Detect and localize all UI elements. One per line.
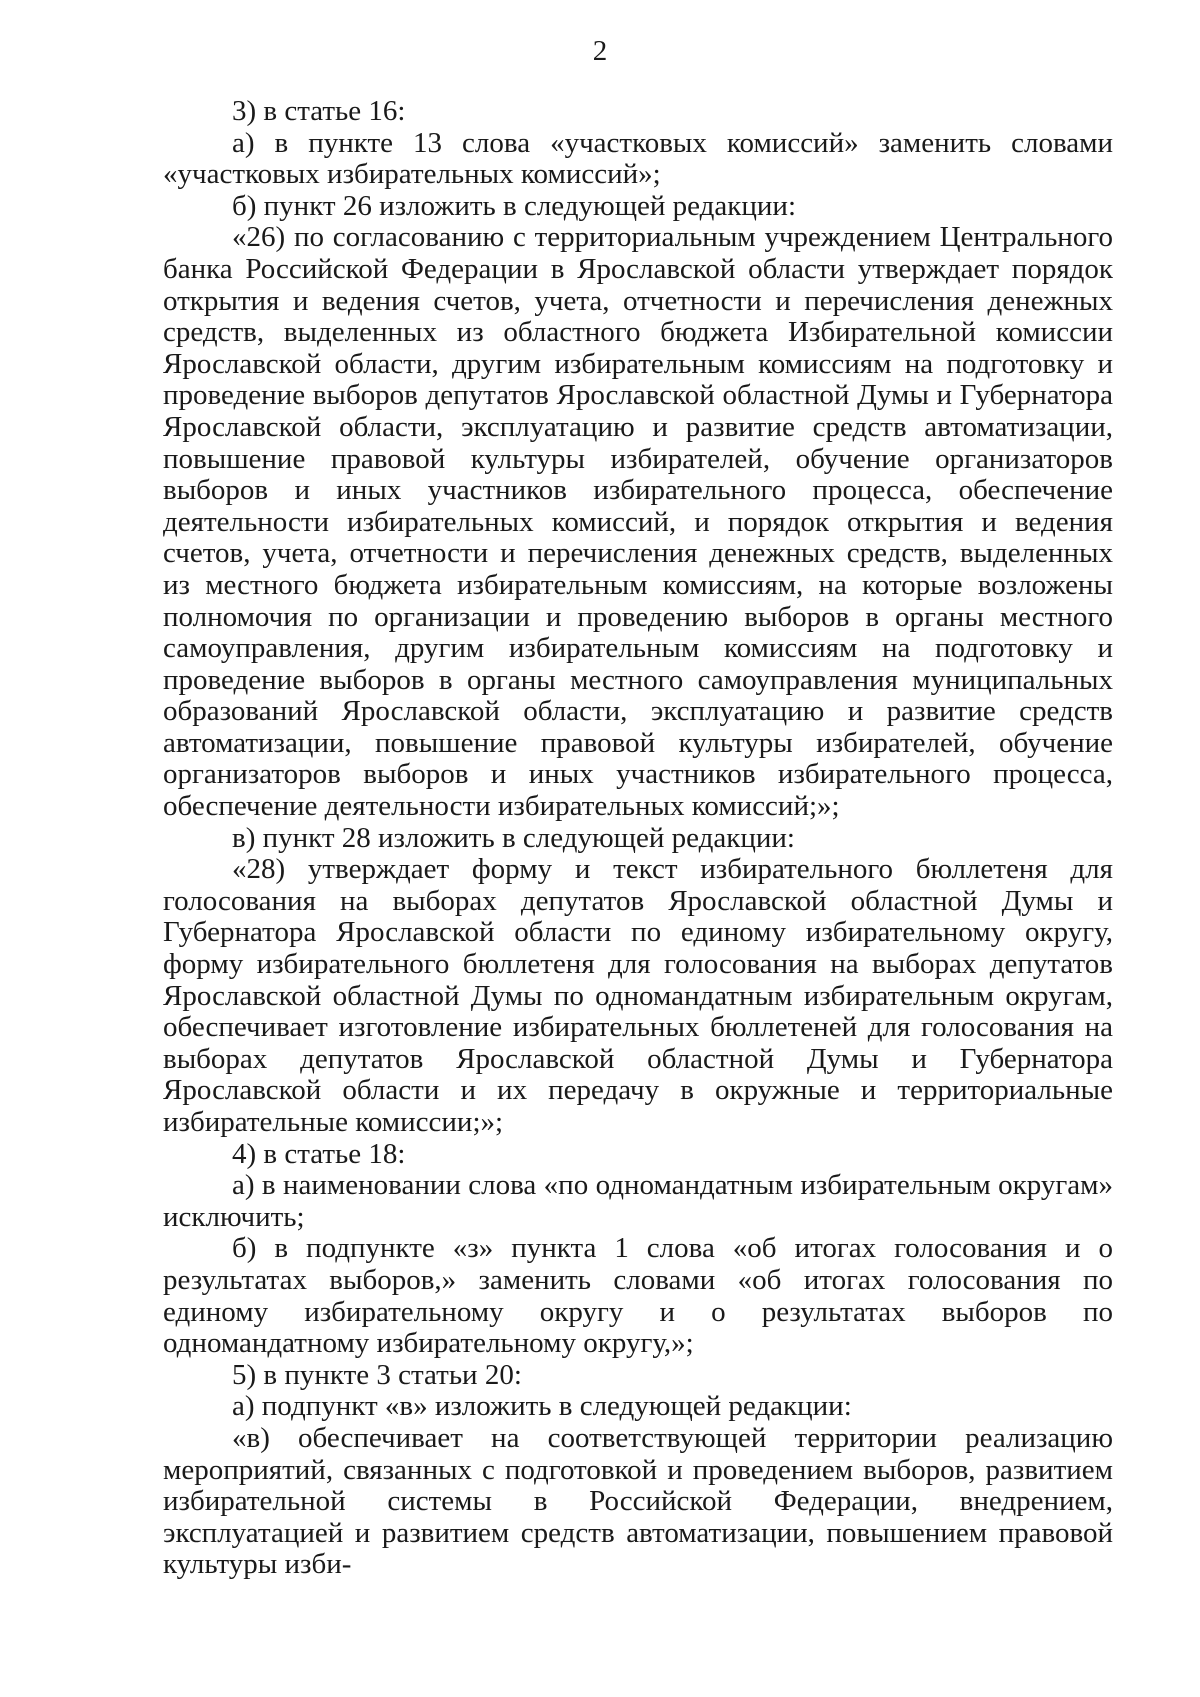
paragraph-article-16: 3) в статье 16: [232,95,406,127]
paragraph-16-b: б) пункт 26 изложить в следующей редакции: [232,189,796,222]
paragraph-20-a: а) подпункт «в» изложить в следующей редакции: [232,1390,852,1423]
page-number: 2 [592,35,608,67]
paragraph-18-b: б) в подпункте «з» пункта 1 слова «об итогах голосования и о результатах выборов,» заменить словами «об итогах голосования по единому избирательному округу и о результатах выборов по одномандатному избирательному округу,»; [163,1232,1113,1360]
paragraph-16-a: а) в пункте 13 слова «участковых комиссий» заменить словами «участковых избирательных комиссий»; [163,126,1113,191]
paragraph-article-20: 5) в пункте 3 статьи 20: [232,1358,522,1391]
paragraph-16-v: в) пункт 28 изложить в следующей редакции: [232,821,795,854]
document-body [163,96,1113,1581]
paragraph-item-28-text: «28) утверждает форму и текст избирательного бюллетеня для голосования на выборах депутатов Ярославской областной Думы и Губернатора Ярославской области по единому избирательному округу, форму избирательного бюллетеня для голосования на выборах депутатов Ярославской областной Думы по одномандатным избирательным округам, обеспечивает изготовление избирательных бюллетеней для голосования на выборах депутатов Ярославской областной Думы и Губернатора Ярославской области и их передачу в окружные и территориальные избирательные комиссии;»; [163,853,1113,1138]
paragraph-article-18: 4) в статье 18: [232,1137,406,1170]
paragraph-subitem-v-text: «в) обеспечивает на соответствующей территории реализацию мероприятий, связанных с подготовкой и проведением выборов, развитием избирательной системы в Российской Федерации, внедрением, эксплуатацией и развитием средств автоматизации, повышением правовой культуры изби- [163,1421,1113,1581]
paragraph-18-a: а) в наименовании слова «по одномандатным избирательным округам» исключить; [163,1169,1113,1233]
paragraph-item-26-text: «26) по согласованию с территориальным учреждением Центрального банка Российской Федерации в Ярославской области утверждает порядок открытия и ведения счетов, учета, отчетности и перечисления денежных средств, выделенных из областного бюджета Избирательной комиссии Ярославской области, другим избирательным комиссиям на подготовку и проведение выборов депутатов Ярославской областной Думы и Губернатора Ярославской области, эксплуатацию и развитие средств автоматизации, повышение правовой культуры избирателей, обучение организаторов выборов и иных участников избирательного процесса, обеспечение деятельности избирательных комиссий, и порядок открытия и ведения счетов, учета, отчетности и перечисления денежных средств, выделенных из местного бюджета избирательным комиссиям, на которые возложены полномочия по организации и проведению выборов в органы местного самоуправления, другим избирательным комиссиям на подготовку и проведение выборов в органы местного самоуправления муниципальных образований Ярославской области, эксплуатацию и развитие средств автоматизации, повышение правовой культуры избирателей, обучение организаторов выборов и иных участников избирательного процесса, обеспечение деятельности избирательных комиссий;»; [163,221,1113,823]
